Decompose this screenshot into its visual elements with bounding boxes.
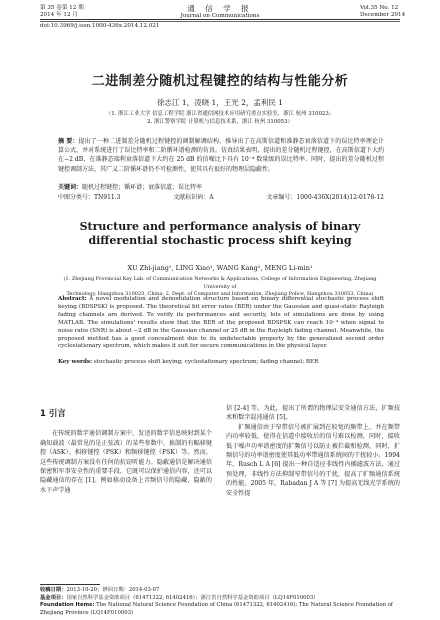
header-rule-thin [40,21,400,22]
section-heading-introduction: 1 引言 [40,409,66,419]
affiliation-en-2: Technology, Hangzhou 310023, China; 2. Dept. of Computer and Information, Zhejiang Police, Hangzhou 310053, China) [66,291,374,297]
abstract-label-cn: 摘 要： [58,138,79,145]
abstract-label-en: Abstract: [58,296,87,302]
keywords-text-cn: 随机过程键控；循环谱；衰落信道；误比特率 [82,184,203,191]
paper-title-en-line1: Structure and performance analysis of binary [79,220,361,233]
affiliation-cn-1: （1. 浙江工业大学 信息工程学院 浙江省通信网技术应用研究重点实验室，浙江 杭州 310023； [105,111,335,117]
abstract-cn [58,137,384,174]
footnote-fund-en [40,602,400,617]
footnote [40,587,400,617]
journal-name-en: Journal on Communications [180,13,260,19]
paper-title-en [40,220,400,248]
article-number: 文章编号：1000-436X(2014)12-0178-12 [266,194,384,201]
fund-text-cn: 国家自然科学基金资助项目（61471322, 61402416）；浙江省自然科学基金资助项目（LQ14F010003） [66,594,319,601]
body-column-left [40,404,212,495]
footnote-rule [40,584,100,585]
keywords-label-en: Key words: [58,359,93,365]
footnote-received [40,587,400,595]
body-paragraph: 信 [2-4] 等。为此，提出了所谓的物理层安全通信方法，扩频技术和数字混沌通信 [5]。 [226,405,400,422]
keywords-label-cn: 关键词： [58,184,83,191]
header-volume-en: Vol.35 No. 12 [360,5,399,11]
affiliation-en-1: (1. Zhejiang Provincial Key Lab. of Communication Networks & Applications, College of Information Engineering, Zhejiang University of [63,276,377,290]
journal-name [160,4,280,20]
abstract-en [58,296,384,351]
authors-cn: 徐志江 1，凌晓 1，王光 2，孟利民 1 [156,98,284,107]
body-column-right [226,404,400,498]
fund-label-cn: 基金项目： [40,594,67,601]
fund-label-en: Foundation Items: [40,602,95,608]
keywords-text-en: stochastic process shift keying; cyclostationary spectrum; fading channel; BER [93,359,319,365]
fund-text-en: The National Natural Science Foundation of China (61471322, 61402416); The Natural Science Foundation of Zhejiang Province (LQ14F010003) [40,602,393,616]
document-code: 文献标识码：A [173,194,214,201]
authors-en: XU Zhi-jiang¹, LING Xiao¹, WANG Kang², MENG Li-min¹ [127,264,313,272]
footnote-fund-cn [40,595,400,603]
header-date-en: December 2014 [360,12,406,18]
header-date-cn: 2014 年 12 月 [40,12,78,18]
clc-number: 中图分类号：TN911.3 [58,194,121,201]
abstract-text-cn: 提出了一种二进制差分随机过程键控的调制解调结构，推导出了在高斯信道和准静态衰落信道下的误比特率理论计算公式，并对系统进行了误比特率和二阶循环谱检测的仿真。仿真结果表明，提出的差分随机过程键控，在高斯信道下大约在−2 dB，在准静态瑞利衰落信道下大约在 25 dB 的信噪比下具有 10⁻⁴ 数量级的误比特率。同时，提出的差分随机过程键控调制方法，其广义二阶循环谱仍不可检测性，使其具有很好的物理层隐蔽性。 [58,138,384,173]
keywords-cn [58,184,384,192]
keywords-en [58,359,384,367]
doi-line: doi:10.3969/j.issn.1000-436x.2014.12.021 [40,23,160,29]
classification-line [58,194,384,202]
journal-name-cn: 通 信 学 报 [187,4,253,13]
received-label: 收稿日期： [40,587,67,593]
received-dates: 2013-10-20；修回日期：2014-03-07 [66,587,160,593]
paper-title-cn: 二进制差分随机过程键控的结构与性能分析 [91,74,349,89]
header-issue-info-cn [40,5,84,19]
affiliation-cn-2: 2. 浙江警察学院 计算机与信息技术系，浙江 杭州 310053） [147,119,293,125]
paper-title-en-line2: differential stochastic process shift keying [88,234,352,247]
header-volume-cn: 第 35 卷第 12 期 [40,5,84,11]
body-paragraph: 扩频通信由于窄带信号被扩展到在较宽的频带上，并在频带内功率较低，使得在信道中接收后的信号难以检测，同时，接收低于噪声功率谱密度的扩频信号以防止被拦截和检测，同时，扩频信号的功率谱密度使其低功率带通信系统间的干扰较小。1994 年，Rusch L A [6] 提出一种自适应非线性内插滤波方法，通过预处理，非线性方法抑制窄带信号的干扰，提高了扩频通信系统的性能。2005 年，Rabadan J A 等 [7] 为提高无线光学系统的安全性提 [226,423,400,497]
body-paragraph: 在传统的数字通信调制方案中，发送的数字信息映射到某个确知载波（最常见的是正弦波）的某些参数中，换制的有幅移键控（ASK）、相移键控（PSK）和频移键控（FSK）等。然而，这些传统调制方案没有任何的抗窃听能力。隐蔽通信是解决通信保密和军事安全性的重要手段，它既可以保护通信内容，还可以隐藏通信的存在 [1]。例如移动设备上音频信号的隐藏，隐蔽的水下声学通 [40,430,212,494]
header-rule-thick [40,19,400,20]
header-issue-info-en [360,5,405,19]
affiliations-cn [60,110,380,126]
abstract-text-en: A novel modulation and demodulation structure based on binary differential stochastic process shift keying (BDSPSK) is proposed. The theoretical bit error rates (BER) under the Gaussian and quasi-static Rayleigh fading channels are derived. To verify its performances and security, lots of simulations are done by using MATLAB. The simulations' results show that the BER of the proposed BDSPSK can reach 10⁻⁴ when signal to noise ratio (SNR) is about −2 dB in the Gaussian channel or 25 dB in the Rayleigh fading channel. Meanwhile, the proposed method has a good concealment due to its undetectable property by the generalized second order cyclostationary spectrum, which makes it suit for secure communications in the physical layer. [58,296,385,350]
